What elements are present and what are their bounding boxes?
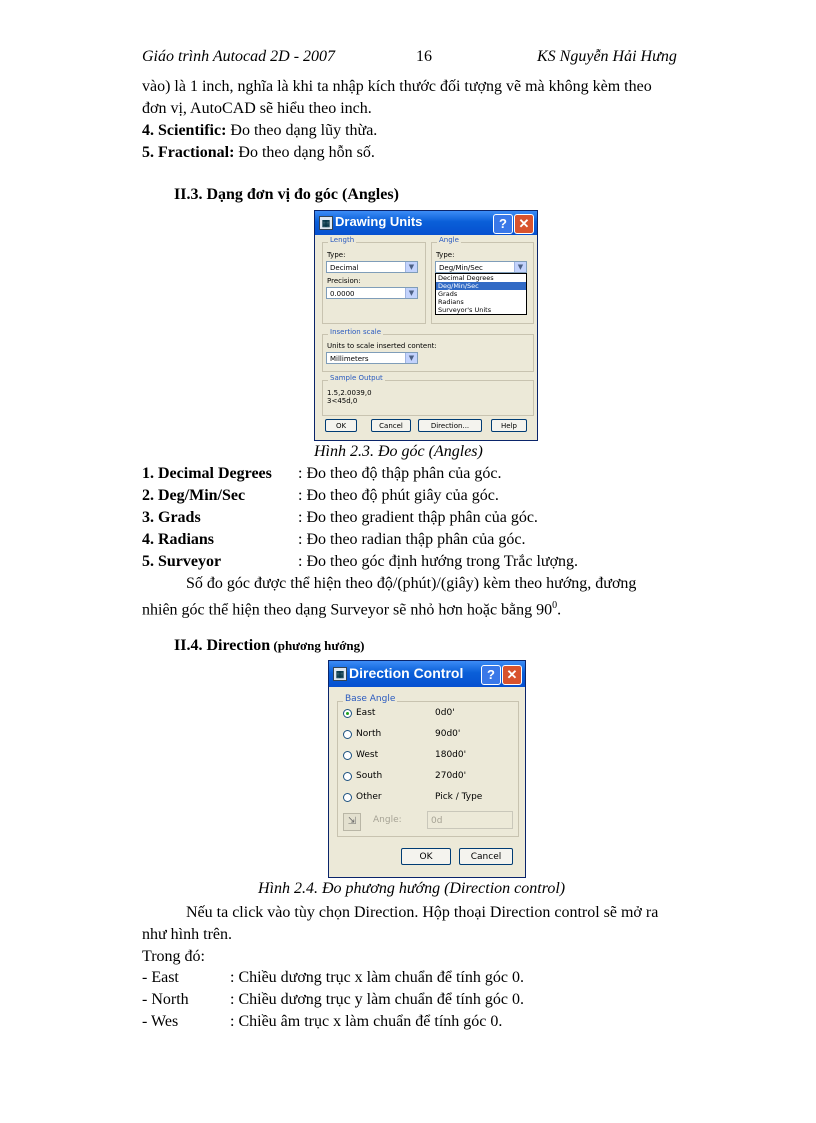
option-value: Pick / Type xyxy=(435,792,483,802)
angle-option-surveyors-units[interactable]: Surveyor's Units xyxy=(438,306,492,314)
close-title-button[interactable]: ✕ xyxy=(502,665,522,685)
option-value: 180d0' xyxy=(435,750,467,760)
angle-item-desc: : Đo theo gradient thập phân của góc. xyxy=(298,509,538,526)
drawing-units-titlebar xyxy=(315,211,537,235)
radio-west[interactable] xyxy=(343,751,352,760)
option-value: 270d0' xyxy=(435,771,467,781)
option-label: Other xyxy=(356,792,382,802)
angle-option-decimal-degrees[interactable]: Decimal Degrees xyxy=(438,274,494,282)
chevron-down-icon: ▼ xyxy=(405,288,417,298)
angle-type-dropdown xyxy=(435,273,527,315)
angle-option-grads[interactable]: Grads xyxy=(438,290,458,298)
angle-type-select[interactable] xyxy=(435,261,527,273)
angle-item-desc: : Đo theo radian thập phân của góc. xyxy=(298,531,526,548)
drawing-units-title: Drawing Units xyxy=(335,214,423,229)
autocad-app-icon: ▦ xyxy=(319,216,333,230)
chevron-down-icon: ▼ xyxy=(405,353,417,363)
angle-item-term: 3. Grads xyxy=(142,509,201,526)
direction-para-line-1: Nếu ta click vào tùy chọn Direction. Hộp thoại Direction control sẽ mở ra xyxy=(186,904,659,921)
help-title-button[interactable]: ? xyxy=(493,214,513,234)
precision-select[interactable] xyxy=(326,287,418,299)
direction-control-dialog xyxy=(328,660,526,878)
direction-item-row xyxy=(142,1011,502,1033)
angle-option-deg-min-sec[interactable]: Deg/Min/Sec xyxy=(436,282,526,290)
length-type-select[interactable] xyxy=(326,261,418,273)
direction-item-desc: : Chiều dương trục y làm chuẩn để tính góc 0. xyxy=(230,991,524,1008)
drawing-units-dialog xyxy=(314,210,538,441)
figure-2-3-caption: Hình 2.3. Đo góc (Angles) xyxy=(314,443,483,460)
ok-button[interactable]: OK xyxy=(401,848,451,865)
length-type-value: Decimal xyxy=(330,264,359,272)
angles-para-line-2 xyxy=(142,595,561,621)
angle-field-label: Angle: xyxy=(373,815,402,825)
option-label: South xyxy=(356,771,383,781)
pick-angle-icon: ⇲ xyxy=(343,813,361,831)
angle-item-desc: : Đo theo góc định hướng trong Trắc lượng. xyxy=(298,553,579,570)
option-label: North xyxy=(356,729,382,739)
radio-south[interactable] xyxy=(343,772,352,781)
base-angle-label: Base Angle xyxy=(345,694,396,704)
angle-item-row xyxy=(142,529,525,551)
cancel-button[interactable]: Cancel xyxy=(459,848,513,865)
option-value: 90d0' xyxy=(435,729,461,739)
insertion-units-select[interactable] xyxy=(326,352,418,364)
chevron-down-icon: ▼ xyxy=(405,262,417,272)
length-type-label: Type: xyxy=(327,251,346,259)
help-title-button[interactable]: ? xyxy=(481,665,501,685)
direction-control-titlebar xyxy=(329,661,525,687)
direction-button[interactable]: Direction... xyxy=(418,419,482,432)
angle-item-row xyxy=(142,551,578,573)
angle-input[interactable]: 0d xyxy=(427,811,513,829)
angles-para-line-1: Số đo góc được thể hiện theo độ/(phút)/(giây) kèm theo hướng, đương xyxy=(186,575,637,592)
degree-superscript: 0 xyxy=(552,600,558,611)
units-to-scale-label: Units to scale inserted content: xyxy=(327,342,437,350)
radio-other[interactable] xyxy=(343,793,352,802)
where-label: Trong đó: xyxy=(142,948,205,965)
angle-item-desc: : Đo theo độ phút giây của góc. xyxy=(298,487,499,504)
direction-item-term: - East xyxy=(142,969,179,986)
insertion-scale-label: Insertion scale xyxy=(330,328,382,336)
figure-2-4-caption: Hình 2.4. Đo phương hướng (Direction control) xyxy=(258,880,566,897)
precision-label: Precision: xyxy=(327,277,361,285)
angle-item-term: 1. Decimal Degrees xyxy=(142,465,272,482)
fractional-line xyxy=(142,142,375,164)
insertion-units-value: Millimeters xyxy=(330,355,369,363)
direction-control-title: Direction Control xyxy=(349,665,464,681)
angles-para-end: . xyxy=(557,601,562,619)
intro-line-2: đơn vị, AutoCAD sẽ hiểu theo inch. xyxy=(142,100,372,117)
direction-item-term: - Wes xyxy=(142,1013,179,1030)
direction-para-line-2: như hình trên. xyxy=(142,926,232,943)
angle-group-label: Angle xyxy=(439,236,459,244)
precision-value: 0.0000 xyxy=(330,290,355,298)
page-number: 16 xyxy=(416,48,432,65)
angle-item-term: 4. Radians xyxy=(142,531,215,548)
angle-item-row xyxy=(142,507,538,529)
radio-east[interactable] xyxy=(343,709,352,718)
angle-item-term: 5. Surveyor xyxy=(142,553,222,570)
chevron-down-icon: ▼ xyxy=(514,262,526,272)
direction-heading-sub: (phương hướng) xyxy=(270,638,365,653)
angles-heading: II.3. Dạng đơn vị đo góc (Angles) xyxy=(174,186,399,203)
length-group-label: Length xyxy=(330,236,355,244)
direction-item-term: - North xyxy=(142,991,189,1008)
direction-item-row xyxy=(142,989,524,1011)
angle-option-radians[interactable]: Radians xyxy=(438,298,464,306)
help-button[interactable]: Help xyxy=(491,419,527,432)
option-label: West xyxy=(356,750,379,760)
autocad-app-icon: ▦ xyxy=(333,667,347,681)
direction-heading xyxy=(174,637,364,655)
sample-output-line-1: 1.5,2.0039,0 xyxy=(327,389,372,397)
cancel-button[interactable]: Cancel xyxy=(371,419,411,432)
angle-item-desc: : Đo theo độ thập phân của góc. xyxy=(298,465,502,482)
option-value: 0d0' xyxy=(435,708,455,718)
sample-output-line-2: 3<45d,0 xyxy=(327,397,358,405)
angle-type-label: Type: xyxy=(436,251,455,259)
scientific-text: Đo theo dạng lũy thừa. xyxy=(226,122,378,139)
angle-type-value: Deg/Min/Sec xyxy=(439,264,483,272)
scientific-label: 4. Scientific: xyxy=(142,122,227,139)
radio-north[interactable] xyxy=(343,730,352,739)
sample-output-label: Sample Output xyxy=(330,374,383,382)
angle-item-row xyxy=(142,485,499,507)
direction-item-desc: : Chiều âm trục x làm chuẩn để tính góc 0. xyxy=(230,1013,503,1030)
intro-line-1: vào) là 1 inch, nghĩa là khi ta nhập kích thước đối tượng vẽ mà không kèm theo xyxy=(142,78,652,95)
close-title-button[interactable]: ✕ xyxy=(514,214,534,234)
direction-heading-text: II.4. Direction xyxy=(174,637,271,654)
fractional-text: Đo theo dạng hỗn số. xyxy=(234,144,375,161)
angle-item-row xyxy=(142,463,502,485)
direction-item-row xyxy=(142,967,524,989)
angle-item-term: 2. Deg/Min/Sec xyxy=(142,487,246,504)
header-right: KS Nguyễn Hải Hưng xyxy=(537,48,677,65)
fractional-label: 5. Fractional: xyxy=(142,144,235,161)
option-label: East xyxy=(356,708,376,718)
angles-para-line-2-text: nhiên góc thể hiện theo dạng Surveyor sẽ nhỏ hơn hoặc bằng 90 xyxy=(142,601,553,619)
header-left: Giáo trình Autocad 2D - 2007 xyxy=(142,48,336,65)
ok-button[interactable]: OK xyxy=(325,419,357,432)
direction-item-desc: : Chiều dương trục x làm chuẩn để tính góc 0. xyxy=(230,969,524,986)
scientific-line xyxy=(142,120,377,142)
